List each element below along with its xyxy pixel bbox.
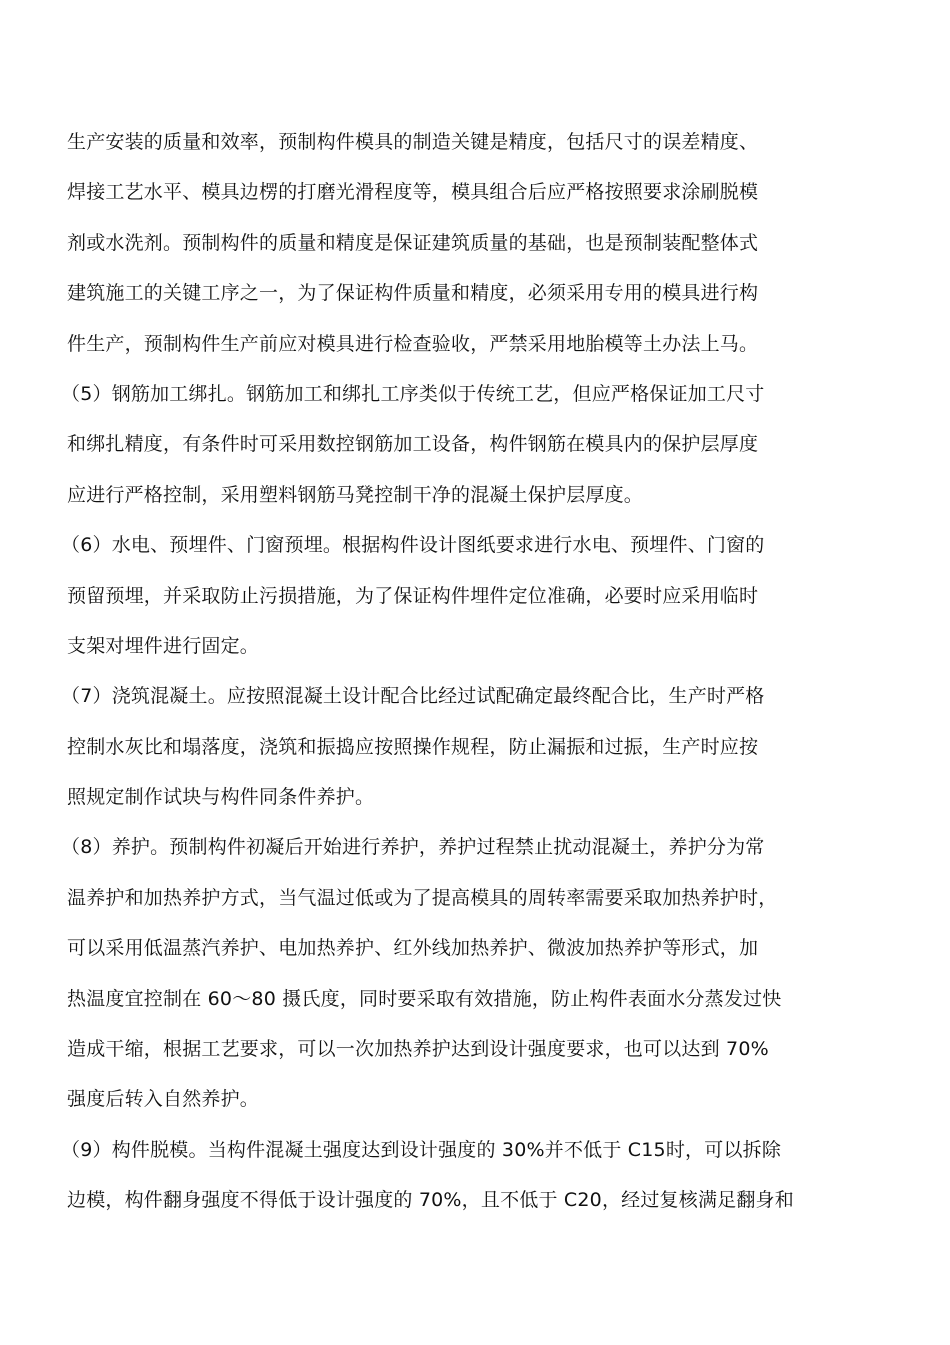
- section-heading-line: （6）水电、预埋件、门窗预埋。根据构件设计图纸要求进行水电、预埋件、门窗的: [61, 534, 765, 557]
- text-line: 生产安装的质量和效率，预制构件模具的制造关键是精度，包括尺寸的误差精度、: [67, 131, 759, 153]
- text-line: 造成干缩，根据工艺要求，可以一次加热养护达到设计强度要求，也可以达到 70%: [67, 1038, 769, 1061]
- section-heading-line: （9）构件脱模。当构件混凝土强度达到设计强度的 30%并不低于 C15时，可以拆除: [61, 1138, 782, 1161]
- text-line: 建筑施工的关键工序之一，为了保证构件质量和精度，必须采用专用的模具进行构: [67, 282, 759, 305]
- text-line: 支架对埋件进行固定。: [67, 634, 260, 657]
- section-heading-line: （5）钢筋加工绑扎。钢筋加工和绑扎工序类似于传统工艺，但应严格保证加工尺寸: [61, 382, 765, 405]
- text-line: 边模，构件翻身强度不得低于设计强度的 70%，且不低于 C20，经过复核满足翻身和: [67, 1189, 794, 1212]
- text-line: 件生产，预制构件生产前应对模具进行检查验收，严禁采用地胎模等土办法上马。: [67, 332, 759, 355]
- text-line: 热温度宜控制在 60～80 摄氏度，同时要采取有效措施，防止构件表面水分蒸发过快: [67, 987, 782, 1010]
- text-line: 照规定制作试块与构件同条件养护。: [67, 786, 375, 809]
- text-line: 温养护和加热养护方式，当气温过低或为了提高模具的周转率需要采取加热养护时，: [67, 886, 778, 909]
- text-line: 应进行严格控制，采用塑料钢筋马凳控制干净的混凝土保护层厚度。: [67, 483, 644, 506]
- text-line: 可以采用低温蒸汽养护、电加热养护、红外线加热养护、微波加热养护等形式，加: [67, 937, 759, 960]
- body-text: [61, 122, 887, 1231]
- text-line: 强度后转入自然养护。: [67, 1088, 260, 1111]
- section-heading-line: （7）浇筑混凝土。应按照混凝土设计配合比经过试配确定最终配合比，生产时严格: [61, 685, 765, 708]
- text-line: 剂或水洗剂。预制构件的质量和精度是保证建筑质量的基础，也是预制装配整体式: [67, 231, 759, 254]
- text-line: 焊接工艺水平、模具边楞的打磨光滑程度等，模具组合后应严格按照要求涂刷脱模: [67, 181, 759, 204]
- text-line: 和绑扎精度，有条件时可采用数控钢筋加工设备，构件钢筋在模具内的保护层厚度: [67, 433, 759, 456]
- text-line: 控制水灰比和塌落度，浇筑和振捣应按照操作规程，防止漏振和过振，生产时应按: [67, 735, 759, 758]
- section-heading-line: （8）养护。预制构件初凝后开始进行养护，养护过程禁止扰动混凝土，养护分为常: [61, 836, 765, 859]
- text-line: 预留预埋，并采取防止污损措施，为了保证构件埋件定位准确，必要时应采用临时: [67, 584, 759, 607]
